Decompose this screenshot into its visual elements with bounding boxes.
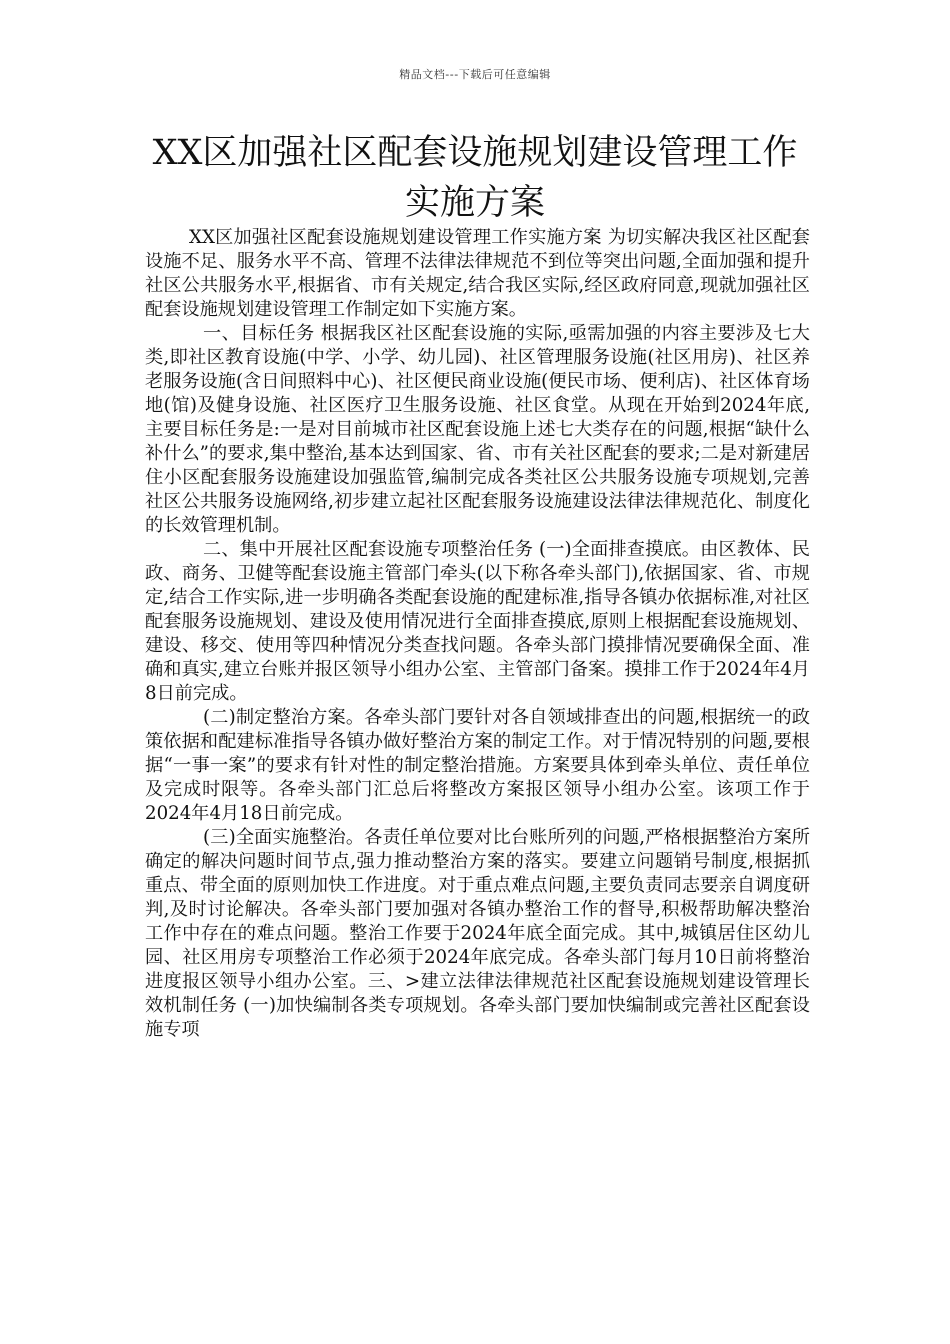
section-2-3-paragraph: (三)全面实施整治。各责任单位要对比台账所列的问题,严格根据整治方案所确定的解决问题时间节点,强力推动整治方案的落实。要建立问题销号制度,根据抓重点、带全面的原则加快工作进度。对于重点难点问题,主要负责同志要亲自调度研判,及时讨论解决。各牵头部门要加强对各镇办整治工作的督导,积极帮助解决整治工作中存在的难点问题。整治工作要于2024年底全面完成。其中,城镇居住区幼儿园、社区用房专项整治工作必须于2024年底完成。各牵头部门每月10日前将整治进度报区领导小组办公室。三、>建立法律法律规范社区配套设施规划建设管理长效机制任务 (一)加快编制各类专项规划。各牵头部门要加快编制或完善社区配套设施专项 (145, 827, 810, 1040)
section-2-2-paragraph: (二)制定整治方案。各牵头部门要针对各自领域排查出的问题,根据统一的政策依据和配建标准指导各镇办做好整治方案的制定工作。对于情况特别的问题,要根据“一事一案”的要求有针对性的制定整治措施。方案要具体到牵头单位、责任单位及完成时限等。各牵头部门汇总后将整改方案报区领导小组办公室。该项工作于2024年4月18日前完成。 (145, 707, 810, 824)
document-title: XX区加强社区配套设施规划建设管理工作实施方案 (152, 133, 798, 223)
intro-paragraph: XX区加强社区配套设施规划建设管理工作实施方案 为切实解决我区社区配套设施不足、服务水平不高、管理不法律法律规范不到位等突出问题,全面加强和提升社区公共服务水平,根据省、市有关规定,结合我区实际,经区政府同意,现就加强社区配套设施规划建设管理工作制定如下实施方案。 (145, 227, 810, 320)
section-2-paragraph: 二、集中开展社区配套设施专项整治任务 (一)全面排查摸底。由区教体、民政、商务、卫健等配套设施主管部门牵头(以下称各牵头部门),依据国家、省、市规定,结合工作实际,进一步明确各类配套设施的配建标准,指导各镇办依据标准,对社区配套服务设施规划、建设及使用情况进行全面排查摸底,原则上根据配套设施规划、建设、移交、使用等四种情况分类查找问题。各牵头部门摸排情况要确保全面、准确和真实,建立台账并报区领导小组办公室、主管部门备案。摸排工作于2024年4月8日前完成。 (145, 539, 810, 704)
section-1-paragraph: 一、目标任务 根据我区社区配套设施的实际,亟需加强的内容主要涉及七大类,即社区教育设施(中学、小学、幼儿园)、社区管理服务设施(社区用房)、社区养老服务设施(含日间照料中心)、社区便民商业设施(便民市场、便利店)、社区体育场地(馆)及健身设施、社区医疗卫生服务设施、社区食堂。从现在开始到2024年底,主要目标任务是:一是对目前城市社区配套设施上述七大类存在的问题,根据“缺什么补什么”的要求,集中整治,基本达到国家、省、市有关社区配套的要求;二是对新建居住小区配套服务设施建设加强监管,编制完成各类社区公共服务设施专项规划,完善社区公共服务设施网络,初步建立起社区配套服务设施建设法律法律规范化、制度化的长效管理机制。 (145, 323, 810, 536)
document-body (145, 226, 810, 1042)
page-header-note: 精品文档---下载后可任意编辑 (399, 68, 551, 81)
